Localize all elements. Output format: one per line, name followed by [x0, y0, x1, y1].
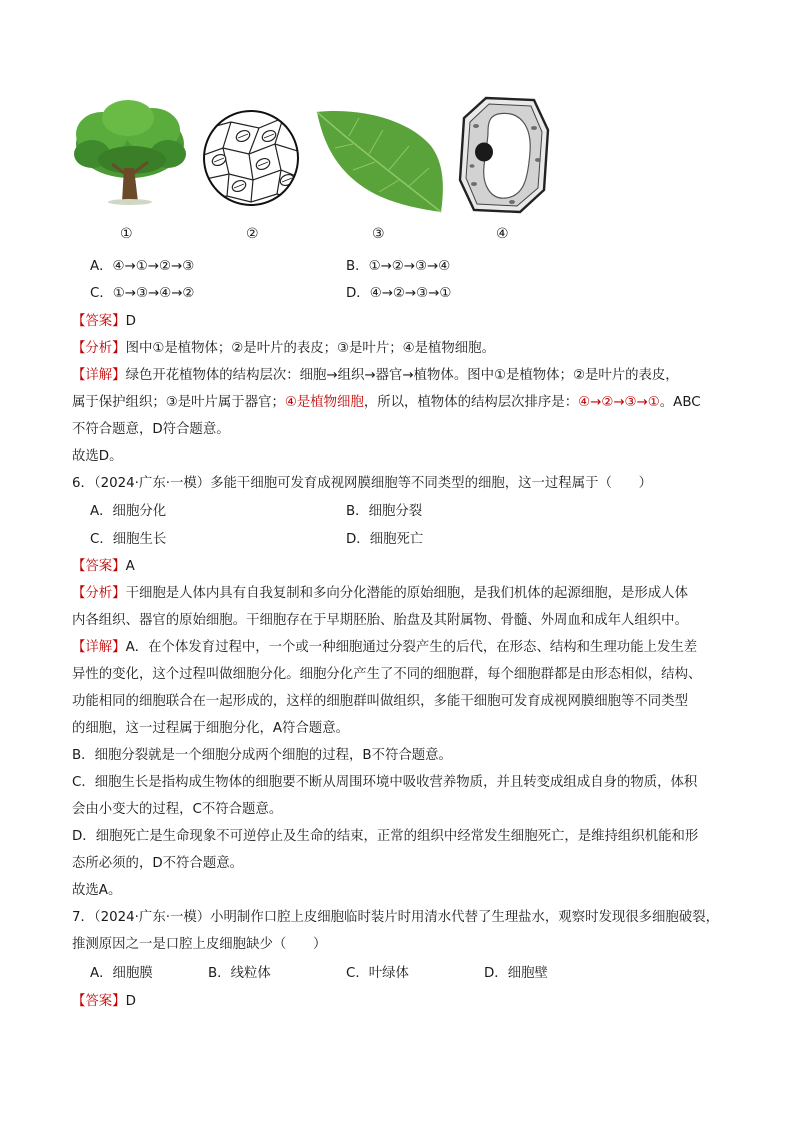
- analysis-text: 干细胞是人体内具有自我复制和多向分化潜能的原始细胞，是我们机体的起源细胞，是形成人体: [125, 586, 688, 601]
- detail-text: 绿色开花植物体的结构层次：细胞→组织→器官→植物体。图中①是植物体；②是叶片的表皮，: [125, 368, 679, 383]
- q7-option-c: C．叶绿体: [346, 966, 409, 981]
- q6-option-d: D．细胞死亡: [346, 532, 424, 547]
- figure-label-1: ①: [120, 226, 133, 242]
- q5-detail-line-3: 不符合题意，D符合题意。: [72, 422, 230, 437]
- analysis-tag: 【分析】: [72, 586, 126, 601]
- q5-detail-line-2: [72, 394, 701, 412]
- q6-analysis-line-2: 内各组织、器官的原始细胞。干细胞存在于早期胚胎、胎盘及其附属物、骨髓、外周血和成年人组织中。: [72, 613, 688, 628]
- q6-stem: 6．（2024·广东·一模）多能干细胞可发育成视网膜细胞等不同类型的细胞，这一过程属于（ ）: [72, 476, 653, 491]
- answer-tag: 【答案】: [72, 994, 126, 1009]
- q5-option-b: B．①→②→③→④: [346, 259, 451, 274]
- q6-detail-d-line-2: 态所必须的，D不符合题意。: [72, 856, 243, 871]
- tree-crown: [74, 100, 186, 178]
- answer-value: D: [125, 314, 136, 329]
- answer-tag: 【答案】: [72, 314, 126, 329]
- q5-conclusion: 故选D。: [72, 449, 123, 464]
- answer-value: A: [125, 559, 135, 574]
- q7-option-b: B．线粒体: [208, 966, 271, 981]
- q6-detail-line-1: [72, 639, 697, 657]
- tree-icon: [72, 96, 188, 208]
- analysis-text: 图中①是植物体；②是叶片的表皮；③是叶片；④是植物细胞。: [125, 341, 495, 356]
- q6-detail-b: B．细胞分裂就是一个细胞分成两个细胞的过程，B不符合题意。: [72, 748, 452, 763]
- nucleus: [475, 143, 493, 162]
- q5-option-c: C．①→③→④→②: [90, 286, 195, 301]
- q6-detail-line-2: 异性的变化，这个过程叫做细胞分化。细胞分化产生了不同的细胞群，每个细胞群都是由形态相似，结构、: [72, 667, 702, 682]
- plant-cell-icon: [458, 96, 550, 214]
- detail-tag: 【详解】: [72, 368, 126, 383]
- detail-tag: 【详解】: [72, 640, 126, 655]
- detail-highlight: ④→②→③→①: [578, 395, 660, 410]
- q5-analysis: [72, 340, 495, 358]
- detail-text: 属于保护组织；③是叶片属于器官；: [72, 395, 285, 410]
- q5-answer: [72, 313, 136, 331]
- analysis-tag: 【分析】: [72, 341, 126, 356]
- leaf-epidermis-icon: [201, 108, 301, 208]
- q5-detail-line-1: [72, 367, 679, 385]
- q6-analysis-line-1: [72, 585, 688, 603]
- figure-label-3: ③: [372, 226, 385, 242]
- q6-detail-c-line-1: C．细胞生长是指构成生物体的细胞要不断从周围环境中吸收营养物质，并且转变成组成自身的物质，体积: [72, 775, 698, 790]
- answer-value: D: [125, 994, 136, 1009]
- q6-detail-d-line-1: D．细胞死亡是生命现象不可逆停止及生命的结束，正常的组织中经常发生细胞死亡，是维持组织机能和形: [72, 829, 699, 844]
- detail-text: ，所以，植物体的结构层次排序是：: [363, 395, 579, 410]
- leaf-icon: [313, 104, 445, 216]
- detail-text: 。ABC: [659, 395, 701, 410]
- q5-option-a: A．④→①→②→③: [90, 259, 195, 274]
- q6-detail-c-line-2: 会由小变大的过程，C不符合题意。: [72, 802, 283, 817]
- q7-stem-line-2: 推测原因之一是口腔上皮细胞缺少（ ）: [72, 937, 327, 952]
- q7-answer: [72, 993, 136, 1011]
- q7-option-a: A．细胞膜: [90, 966, 153, 981]
- q6-option-c: C．细胞生长: [90, 532, 167, 547]
- q6-conclusion: 故选A。: [72, 883, 122, 898]
- answer-tag: 【答案】: [72, 559, 126, 574]
- q7-stem-line-1: 7．（2024·广东·一模）小明制作口腔上皮细胞临时装片时用清水代替了生理盐水，观察时发现很多细胞破裂，: [72, 910, 719, 925]
- q6-option-b: B．细胞分裂: [346, 504, 423, 519]
- leaf-blade: [317, 111, 443, 212]
- detail-text: A．在个体发育过程中，一个或一种细胞通过分裂产生的后代，在形态、结构和生理功能上发生差: [125, 640, 698, 655]
- figure-label-2: ②: [246, 226, 259, 242]
- q7-option-d: D．细胞壁: [484, 966, 548, 981]
- q6-detail-line-4: 的细胞，这一过程属于细胞分化，A符合题意。: [72, 721, 349, 736]
- figure-label-4: ④: [496, 226, 509, 242]
- q6-answer: [72, 558, 135, 576]
- q6-option-a: A．细胞分化: [90, 504, 167, 519]
- q5-option-d: D．④→②→③→①: [346, 286, 452, 301]
- detail-highlight: ④是植物细胞: [284, 395, 364, 410]
- q6-detail-line-3: 功能相同的细胞联合在一起形成的，这样的细胞群叫做组织，多能干细胞可发育成视网膜细胞等不同类型: [72, 694, 688, 709]
